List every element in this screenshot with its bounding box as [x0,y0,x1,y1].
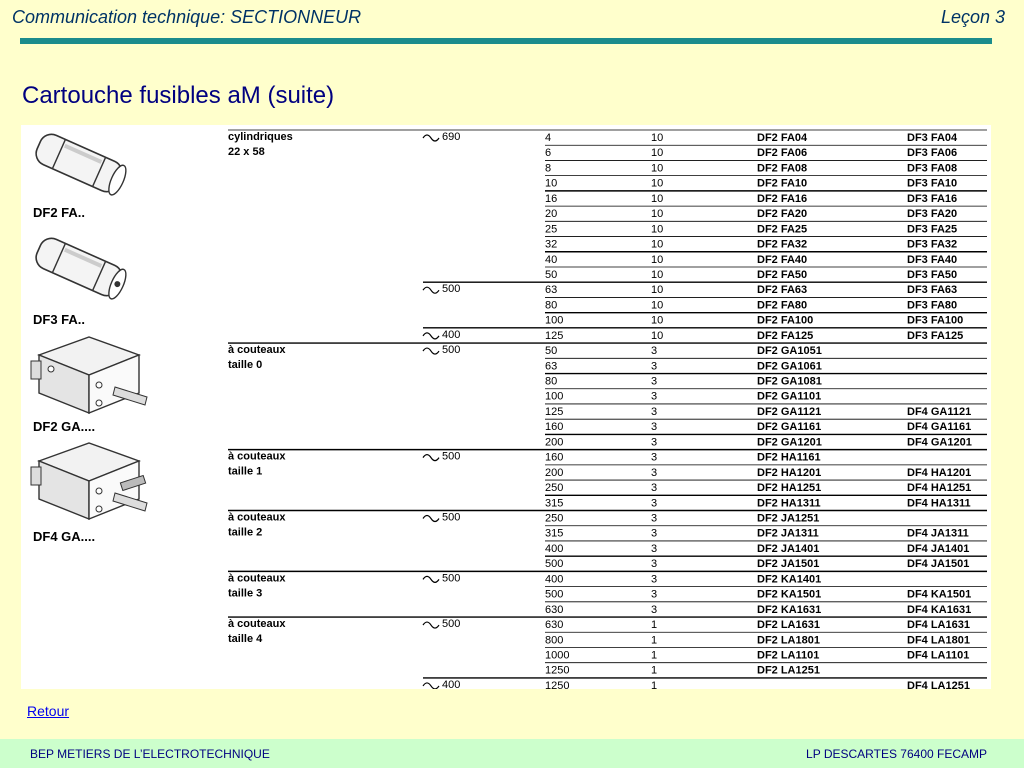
quantity-cell: 3 [651,390,658,403]
ac-tilde-icon [423,455,439,461]
quantity-cell: 3 [651,542,658,555]
quantity-cell: 10 [651,162,664,175]
rating-cell: 6 [545,147,552,160]
fuse-type-label: à couteaux [228,344,286,357]
footer-right-text: LP DESCARTES 76400 FECAMP [806,747,987,761]
rating-cell: 1000 [545,649,570,662]
rating-cell: 400 [545,542,564,555]
page-title: Cartouche fusibles aM (suite) [22,82,335,109]
footer-bar [0,739,1024,768]
rating-cell: 160 [545,421,564,434]
reference-cell: DF2 FA04 [757,132,808,144]
quantity-cell: 1 [651,649,658,662]
reference-cell: DF2 HA1161 [757,451,821,464]
voltage-value: 500 [442,283,461,296]
quantity-cell: 3 [651,421,658,434]
reference-cell: DF2 LA1631 [757,619,820,632]
quantity-cell: 10 [651,314,664,327]
rating-cell: 800 [545,634,564,647]
reference-alt-cell: DF4 KA1631 [907,603,972,616]
rating-cell: 63 [545,360,558,373]
quantity-cell: 3 [651,451,658,464]
quantity-cell: 10 [651,147,664,160]
reference-cell: DF2 FA25 [757,223,808,236]
quantity-cell: 3 [651,482,658,495]
rating-cell: 50 [545,268,558,281]
reference-alt-cell: DF3 FA50 [907,268,958,281]
ac-tilde-icon [423,683,439,689]
reference-cell: DF2 GA1201 [757,436,822,449]
reference-cell: DF2 FA63 [757,284,808,297]
lesson-label: Leçon 3 [940,7,1005,27]
rating-cell: 10 [545,177,558,190]
fuse-label-df2-fa: DF2 FA.. [33,205,86,220]
voltage-value: 500 [442,618,461,631]
quantity-cell: 1 [651,619,658,632]
reference-cell: DF2 FA125 [757,329,814,342]
fuse-type-label: taille 0 [228,359,263,372]
reference-cell: DF2 FA50 [757,268,808,281]
reference-alt-cell: DF3 FA20 [907,208,958,221]
reference-cell: DF2 LA1101 [757,649,820,662]
quantity-cell: 1 [651,634,658,647]
reference-cell: DF2 HA1251 [757,482,822,495]
reference-alt-cell: DF4 GA1161 [907,421,972,434]
rating-cell: 500 [545,558,564,571]
fuse-type-label: à couteaux [228,618,286,631]
quantity-cell: 3 [651,573,658,586]
rating-cell: 100 [545,390,564,403]
quantity-cell: 3 [651,345,658,358]
rating-cell: 315 [545,527,564,540]
voltage-value: 500 [442,450,461,463]
header-bar [20,38,992,44]
quantity-cell: 10 [651,299,664,312]
reference-alt-cell: DF3 FA32 [907,238,958,251]
quantity-cell: 10 [651,253,664,266]
reference-cell: DF2 FA100 [757,314,814,327]
ac-tilde-icon [423,135,439,141]
reference-cell: DF2 KA1631 [757,603,822,616]
quantity-cell: 10 [651,177,664,190]
fuse-type-label: taille 2 [228,526,263,539]
rating-cell: 1250 [545,664,570,677]
quantity-cell: 10 [651,329,664,342]
quantity-cell: 10 [651,192,664,205]
ac-tilde-icon [423,516,439,522]
retour-link[interactable]: Retour [27,703,70,719]
quantity-cell: 10 [651,223,664,236]
fuse-type-label: à couteaux [228,450,286,463]
rating-cell: 80 [545,299,558,312]
reference-alt-cell: DF3 FA40 [907,253,958,266]
reference-cell: DF2 GA1061 [757,360,822,373]
fuse-type-label: taille 1 [228,465,263,478]
reference-cell: DF2 HA1201 [757,466,822,479]
reference-cell: DF2 LA1251 [757,664,820,677]
fuse-label-df4-ga: DF4 GA.... [33,529,96,544]
reference-alt-cell: DF3 FA16 [907,192,958,205]
rating-cell: 16 [545,192,558,205]
rating-cell: 200 [545,466,564,479]
reference-alt-cell: DF4 LA1251 [907,679,970,689]
reference-alt-cell: DF4 HA1251 [907,482,972,495]
rating-cell: 80 [545,375,558,388]
fuse-reference-table [21,125,991,689]
ac-tilde-icon [423,622,439,628]
rating-cell: 250 [545,512,564,525]
reference-alt-cell: DF3 FA125 [907,329,964,342]
fuse-label-df3-fa: DF3 FA.. [33,312,86,327]
quantity-cell: 10 [651,132,664,144]
reference-cell: DF2 JA1501 [757,558,820,571]
reference-alt-cell: DF4 GA1121 [907,405,972,418]
rating-cell: 200 [545,436,564,449]
quantity-cell: 10 [651,208,664,221]
rating-cell: 630 [545,619,564,632]
quantity-cell: 3 [651,512,658,525]
quantity-cell: 3 [651,558,658,571]
footer-left-text: BEP METIERS DE L’ELECTROTECHNIQUE [30,747,270,761]
reference-cell: DF2 GA1081 [757,375,822,388]
rating-cell: 400 [545,573,564,586]
fuse-label-df2-ga: DF2 GA.... [33,419,96,434]
reference-alt-cell: DF3 FA63 [907,284,958,297]
reference-cell: DF2 FA06 [757,147,808,160]
voltage-value: 500 [442,344,461,357]
reference-cell: DF2 KA1401 [757,573,822,586]
voltage-value: 400 [442,678,461,689]
reference-cell: DF2 FA20 [757,208,808,221]
reference-cell: DF2 GA1161 [757,421,822,434]
reference-alt-cell: DF4 HA1201 [907,466,972,479]
reference-cell: DF2 JA1311 [757,527,819,540]
reference-alt-cell: DF3 FA06 [907,147,958,160]
fuse-type-label: taille 3 [228,587,263,600]
reference-cell: DF2 HA1311 [757,497,821,510]
reference-alt-cell: DF4 JA1501 [907,558,970,571]
reference-cell: DF2 FA32 [757,238,808,251]
reference-cell: DF2 GA1101 [757,390,822,403]
rating-cell: 4 [545,132,552,144]
fuse-type-label: à couteaux [228,511,286,524]
rating-cell: 630 [545,603,564,616]
voltage-value: 690 [442,131,461,143]
quantity-cell: 1 [651,664,658,677]
rating-cell: 315 [545,497,564,510]
rating-cell: 20 [545,208,558,221]
rating-cell: 160 [545,451,564,464]
quantity-cell: 3 [651,497,658,510]
reference-alt-cell: DF4 JA1311 [907,527,969,540]
quantity-cell: 3 [651,375,658,388]
rating-cell: 40 [545,253,558,266]
quantity-cell: 3 [651,436,658,449]
quantity-cell: 3 [651,603,658,616]
reference-alt-cell: DF4 LA1801 [907,634,970,647]
reference-cell: DF2 FA40 [757,253,808,266]
rating-cell: 125 [545,405,564,418]
reference-alt-cell: DF3 FA04 [907,132,958,144]
quantity-cell: 3 [651,360,658,373]
fuse-type-label: taille 4 [228,633,263,646]
rating-cell: 8 [545,162,552,175]
ac-tilde-icon [423,287,439,293]
header-title: Communication technique: SECTIONNEUR [12,7,362,27]
quantity-cell: 10 [651,284,664,297]
reference-cell: DF2 KA1501 [757,588,822,601]
rating-cell: 1250 [545,679,570,689]
rating-cell: 25 [545,223,558,236]
reference-alt-cell: DF4 JA1401 [907,542,970,555]
quantity-cell: 3 [651,405,658,418]
reference-alt-cell: DF4 KA1501 [907,588,972,601]
reference-cell: DF2 FA08 [757,162,808,175]
rating-cell: 100 [545,314,564,327]
rating-cell: 250 [545,482,564,495]
reference-alt-cell: DF3 FA25 [907,223,958,236]
reference-alt-cell: DF3 FA08 [907,162,958,175]
rating-cell: 50 [545,345,558,358]
reference-cell: DF2 JA1401 [757,542,820,555]
rating-cell: 32 [545,238,558,251]
reference-alt-cell: DF4 LA1101 [907,649,970,662]
reference-cell: DF2 GA1051 [757,345,822,358]
reference-alt-cell: DF3 FA80 [907,299,958,312]
reference-alt-cell: DF3 FA100 [907,314,964,327]
quantity-cell: 3 [651,527,658,540]
fuse-type-label: cylindriques [228,131,293,143]
content-panel [21,125,991,689]
voltage-value: 500 [442,511,461,524]
quantity-cell: 3 [651,588,658,601]
rating-cell: 125 [545,329,564,342]
ac-tilde-icon [423,348,439,354]
reference-cell: DF2 JA1251 [757,512,820,525]
quantity-cell: 10 [651,268,664,281]
reference-alt-cell: DF4 GA1201 [907,436,972,449]
reference-alt-cell: DF4 LA1631 [907,619,970,632]
rating-cell: 500 [545,588,564,601]
reference-cell: DF2 GA1121 [757,405,822,418]
quantity-cell: 3 [651,466,658,479]
reference-alt-cell: DF3 FA10 [907,177,958,190]
reference-cell: DF2 FA80 [757,299,808,312]
ac-tilde-icon [423,333,439,339]
ac-tilde-icon [423,576,439,582]
reference-cell: DF2 LA1801 [757,634,820,647]
voltage-value: 500 [442,572,461,585]
reference-alt-cell: DF4 HA1311 [907,497,971,510]
reference-cell: DF2 FA10 [757,177,808,190]
reference-cell: DF2 FA16 [757,192,808,205]
quantity-cell: 1 [651,679,658,689]
rating-cell: 63 [545,284,558,297]
quantity-cell: 10 [651,238,664,251]
fuse-type-label: à couteaux [228,572,286,585]
voltage-value: 400 [442,328,461,341]
fuse-type-label: 22 x 58 [228,146,265,158]
